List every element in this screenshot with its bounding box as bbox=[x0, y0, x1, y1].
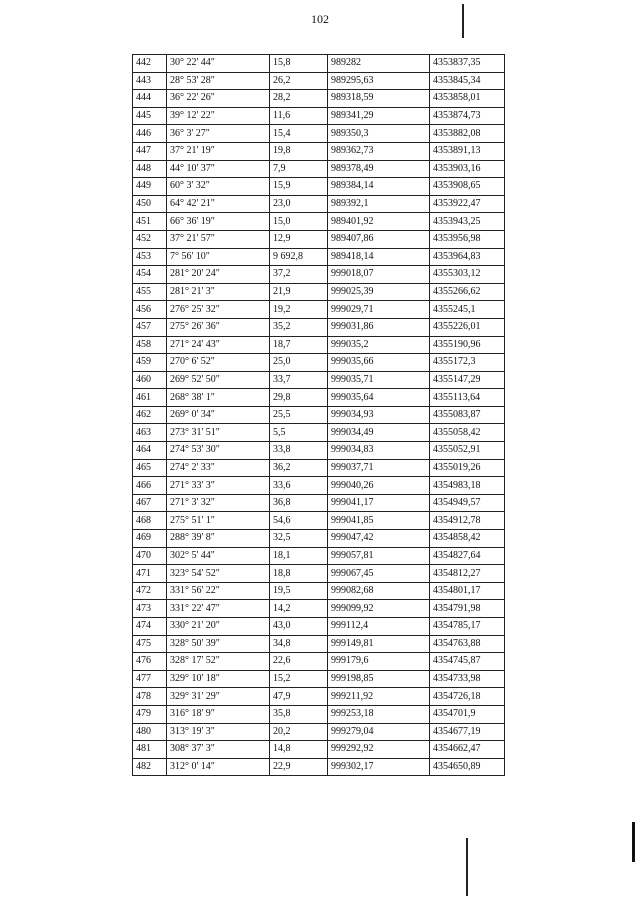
distance-cell: 34,8 bbox=[270, 635, 328, 653]
table-row bbox=[133, 530, 505, 548]
y-coordinate-cell: 4354733,98 bbox=[430, 670, 505, 688]
bearing-cell: 308° 37' 3" bbox=[167, 741, 270, 759]
x-coordinate-cell: 999018,07 bbox=[328, 266, 430, 284]
x-coordinate-cell: 999253,18 bbox=[328, 705, 430, 723]
y-coordinate-cell: 4355245,1 bbox=[430, 301, 505, 319]
distance-cell: 5,5 bbox=[270, 424, 328, 442]
bearing-cell: 39° 12' 22" bbox=[167, 107, 270, 125]
x-coordinate-cell: 989384,14 bbox=[328, 178, 430, 196]
distance-cell: 18,7 bbox=[270, 336, 328, 354]
x-coordinate-cell: 999035,2 bbox=[328, 336, 430, 354]
bearing-cell: 288° 39' 8" bbox=[167, 530, 270, 548]
x-coordinate-cell: 999302,17 bbox=[328, 758, 430, 776]
table-row bbox=[133, 142, 505, 160]
distance-cell: 28,2 bbox=[270, 90, 328, 108]
point-number-cell: 479 bbox=[133, 705, 167, 723]
distance-cell: 9 692,8 bbox=[270, 248, 328, 266]
distance-cell: 54,6 bbox=[270, 512, 328, 530]
distance-cell: 25,5 bbox=[270, 406, 328, 424]
bearing-cell: 44° 10' 37" bbox=[167, 160, 270, 178]
x-coordinate-cell: 999025,39 bbox=[328, 283, 430, 301]
point-number-cell: 469 bbox=[133, 530, 167, 548]
table-row bbox=[133, 354, 505, 372]
y-coordinate-cell: 4354677,19 bbox=[430, 723, 505, 741]
table-row bbox=[133, 653, 505, 671]
distance-cell: 18,1 bbox=[270, 547, 328, 565]
table-row bbox=[133, 301, 505, 319]
point-number-cell: 482 bbox=[133, 758, 167, 776]
y-coordinate-cell: 4353845,34 bbox=[430, 72, 505, 90]
bearing-cell: 281° 21' 3" bbox=[167, 283, 270, 301]
bearing-cell: 331° 56' 22" bbox=[167, 582, 270, 600]
table-row bbox=[133, 248, 505, 266]
x-coordinate-cell: 989295,63 bbox=[328, 72, 430, 90]
point-number-cell: 450 bbox=[133, 195, 167, 213]
bearing-cell: 281° 20' 24" bbox=[167, 266, 270, 284]
table-row bbox=[133, 283, 505, 301]
bearing-cell: 273° 31' 51" bbox=[167, 424, 270, 442]
point-number-cell: 464 bbox=[133, 442, 167, 460]
point-number-cell: 448 bbox=[133, 160, 167, 178]
table-row bbox=[133, 512, 505, 530]
bearing-cell: 37° 21' 57" bbox=[167, 230, 270, 248]
x-coordinate-cell: 999292,92 bbox=[328, 741, 430, 759]
point-number-cell: 476 bbox=[133, 653, 167, 671]
bearing-cell: 328° 50' 39" bbox=[167, 635, 270, 653]
distance-cell: 33,8 bbox=[270, 442, 328, 460]
point-number-cell: 463 bbox=[133, 424, 167, 442]
point-number-cell: 480 bbox=[133, 723, 167, 741]
bearing-cell: 331° 22' 47" bbox=[167, 600, 270, 618]
table-row bbox=[133, 318, 505, 336]
distance-cell: 35,2 bbox=[270, 318, 328, 336]
table-row bbox=[133, 758, 505, 776]
bearing-cell: 30° 22' 44" bbox=[167, 55, 270, 73]
x-coordinate-cell: 999034,93 bbox=[328, 406, 430, 424]
y-coordinate-cell: 4353903,16 bbox=[430, 160, 505, 178]
y-coordinate-cell: 4354983,18 bbox=[430, 477, 505, 495]
distance-cell: 18,8 bbox=[270, 565, 328, 583]
y-coordinate-cell: 4355226,01 bbox=[430, 318, 505, 336]
bearing-cell: 66° 36' 19" bbox=[167, 213, 270, 231]
y-coordinate-cell: 4355147,29 bbox=[430, 371, 505, 389]
distance-cell: 15,9 bbox=[270, 178, 328, 196]
point-number-cell: 454 bbox=[133, 266, 167, 284]
distance-cell: 12,9 bbox=[270, 230, 328, 248]
y-coordinate-cell: 4353922,47 bbox=[430, 195, 505, 213]
x-coordinate-cell: 999035,71 bbox=[328, 371, 430, 389]
x-coordinate-cell: 999037,71 bbox=[328, 459, 430, 477]
bearing-cell: 37° 21' 19" bbox=[167, 142, 270, 160]
distance-cell: 15,2 bbox=[270, 670, 328, 688]
y-coordinate-cell: 4354763,88 bbox=[430, 635, 505, 653]
point-number-cell: 457 bbox=[133, 318, 167, 336]
table-row bbox=[133, 336, 505, 354]
bearing-cell: 316° 18' 9" bbox=[167, 705, 270, 723]
y-coordinate-cell: 4353908,65 bbox=[430, 178, 505, 196]
y-coordinate-cell: 4355083,87 bbox=[430, 406, 505, 424]
table-row bbox=[133, 266, 505, 284]
x-coordinate-cell: 989341,29 bbox=[328, 107, 430, 125]
table-row bbox=[133, 442, 505, 460]
coordinates-table-body bbox=[133, 55, 505, 776]
y-coordinate-cell: 4354801,17 bbox=[430, 582, 505, 600]
distance-cell: 19,5 bbox=[270, 582, 328, 600]
table-row bbox=[133, 72, 505, 90]
y-coordinate-cell: 4354726,18 bbox=[430, 688, 505, 706]
y-coordinate-cell: 4353882,08 bbox=[430, 125, 505, 143]
table-row bbox=[133, 424, 505, 442]
point-number-cell: 458 bbox=[133, 336, 167, 354]
x-coordinate-cell: 999112,4 bbox=[328, 618, 430, 636]
y-coordinate-cell: 4355058,42 bbox=[430, 424, 505, 442]
y-coordinate-cell: 4354912,78 bbox=[430, 512, 505, 530]
page-number: 102 bbox=[311, 12, 329, 26]
table-row bbox=[133, 670, 505, 688]
table-row bbox=[133, 107, 505, 125]
y-coordinate-cell: 4355172,3 bbox=[430, 354, 505, 372]
y-coordinate-cell: 4354745,87 bbox=[430, 653, 505, 671]
point-number-cell: 449 bbox=[133, 178, 167, 196]
point-number-cell: 461 bbox=[133, 389, 167, 407]
x-coordinate-cell: 989282 bbox=[328, 55, 430, 73]
scan-artifact-mark bbox=[632, 822, 635, 862]
distance-cell: 19,8 bbox=[270, 142, 328, 160]
distance-cell: 7,9 bbox=[270, 160, 328, 178]
point-number-cell: 472 bbox=[133, 582, 167, 600]
bearing-cell: 28° 53' 28" bbox=[167, 72, 270, 90]
table-row bbox=[133, 230, 505, 248]
table-row bbox=[133, 741, 505, 759]
distance-cell: 15,0 bbox=[270, 213, 328, 231]
table-row bbox=[133, 565, 505, 583]
x-coordinate-cell: 999034,49 bbox=[328, 424, 430, 442]
bearing-cell: 269° 52' 50" bbox=[167, 371, 270, 389]
bearing-cell: 330° 21' 20" bbox=[167, 618, 270, 636]
bearing-cell: 268° 38' 1" bbox=[167, 389, 270, 407]
table-row bbox=[133, 600, 505, 618]
table-row bbox=[133, 547, 505, 565]
bearing-cell: 275° 26' 36" bbox=[167, 318, 270, 336]
bearing-cell: 276° 25' 32" bbox=[167, 301, 270, 319]
y-coordinate-cell: 4355266,62 bbox=[430, 283, 505, 301]
point-number-cell: 471 bbox=[133, 565, 167, 583]
y-coordinate-cell: 4355303,12 bbox=[430, 266, 505, 284]
distance-cell: 11,6 bbox=[270, 107, 328, 125]
x-coordinate-cell: 999211,92 bbox=[328, 688, 430, 706]
point-number-cell: 473 bbox=[133, 600, 167, 618]
bearing-cell: 323° 54' 52" bbox=[167, 565, 270, 583]
point-number-cell: 444 bbox=[133, 90, 167, 108]
point-number-cell: 443 bbox=[133, 72, 167, 90]
y-coordinate-cell: 4355190,96 bbox=[430, 336, 505, 354]
y-coordinate-cell: 4354812,27 bbox=[430, 565, 505, 583]
table-row bbox=[133, 494, 505, 512]
x-coordinate-cell: 999031,86 bbox=[328, 318, 430, 336]
bearing-cell: 313° 19' 3" bbox=[167, 723, 270, 741]
table-row bbox=[133, 477, 505, 495]
x-coordinate-cell: 989350,3 bbox=[328, 125, 430, 143]
point-number-cell: 465 bbox=[133, 459, 167, 477]
bearing-cell: 64° 42' 21" bbox=[167, 195, 270, 213]
x-coordinate-cell: 999035,66 bbox=[328, 354, 430, 372]
y-coordinate-cell: 4353943,25 bbox=[430, 213, 505, 231]
y-coordinate-cell: 4354650,89 bbox=[430, 758, 505, 776]
bearing-cell: 36° 22' 26" bbox=[167, 90, 270, 108]
bearing-cell: 60° 3' 32" bbox=[167, 178, 270, 196]
coordinates-table bbox=[132, 54, 505, 776]
table-row bbox=[133, 125, 505, 143]
x-coordinate-cell: 989392,1 bbox=[328, 195, 430, 213]
table-row bbox=[133, 213, 505, 231]
y-coordinate-cell: 4355019,26 bbox=[430, 459, 505, 477]
x-coordinate-cell: 989401,92 bbox=[328, 213, 430, 231]
distance-cell: 22,6 bbox=[270, 653, 328, 671]
bearing-cell: 271° 33' 3" bbox=[167, 477, 270, 495]
bearing-cell: 270° 6' 52" bbox=[167, 354, 270, 372]
table-row bbox=[133, 582, 505, 600]
point-number-cell: 442 bbox=[133, 55, 167, 73]
x-coordinate-cell: 989407,86 bbox=[328, 230, 430, 248]
point-number-cell: 456 bbox=[133, 301, 167, 319]
bearing-cell: 302° 5' 44" bbox=[167, 547, 270, 565]
distance-cell: 47,9 bbox=[270, 688, 328, 706]
point-number-cell: 460 bbox=[133, 371, 167, 389]
distance-cell: 14,8 bbox=[270, 741, 328, 759]
distance-cell: 21,9 bbox=[270, 283, 328, 301]
point-number-cell: 445 bbox=[133, 107, 167, 125]
point-number-cell: 446 bbox=[133, 125, 167, 143]
distance-cell: 33,6 bbox=[270, 477, 328, 495]
distance-cell: 36,2 bbox=[270, 459, 328, 477]
table-row bbox=[133, 406, 505, 424]
bearing-cell: 274° 53' 30" bbox=[167, 442, 270, 460]
table-row bbox=[133, 195, 505, 213]
y-coordinate-cell: 4353964,83 bbox=[430, 248, 505, 266]
y-coordinate-cell: 4353956,98 bbox=[430, 230, 505, 248]
point-number-cell: 453 bbox=[133, 248, 167, 266]
distance-cell: 29,8 bbox=[270, 389, 328, 407]
x-coordinate-cell: 999067,45 bbox=[328, 565, 430, 583]
distance-cell: 23,0 bbox=[270, 195, 328, 213]
point-number-cell: 452 bbox=[133, 230, 167, 248]
x-coordinate-cell: 999082,68 bbox=[328, 582, 430, 600]
y-coordinate-cell: 4354662,47 bbox=[430, 741, 505, 759]
distance-cell: 35,8 bbox=[270, 705, 328, 723]
table-row bbox=[133, 55, 505, 73]
bearing-cell: 271° 24' 43" bbox=[167, 336, 270, 354]
point-number-cell: 477 bbox=[133, 670, 167, 688]
bearing-cell: 36° 3' 27" bbox=[167, 125, 270, 143]
x-coordinate-cell: 989362,73 bbox=[328, 142, 430, 160]
bearing-cell: 274° 2' 33" bbox=[167, 459, 270, 477]
y-coordinate-cell: 4354949,57 bbox=[430, 494, 505, 512]
x-coordinate-cell: 999149,81 bbox=[328, 635, 430, 653]
y-coordinate-cell: 4354827,64 bbox=[430, 547, 505, 565]
y-coordinate-cell: 4354858,42 bbox=[430, 530, 505, 548]
x-coordinate-cell: 999057,81 bbox=[328, 547, 430, 565]
table-row bbox=[133, 160, 505, 178]
x-coordinate-cell: 999099,92 bbox=[328, 600, 430, 618]
table-row bbox=[133, 618, 505, 636]
distance-cell: 22,9 bbox=[270, 758, 328, 776]
y-coordinate-cell: 4353858,01 bbox=[430, 90, 505, 108]
bearing-cell: 271° 3' 32" bbox=[167, 494, 270, 512]
table-row bbox=[133, 723, 505, 741]
point-number-cell: 470 bbox=[133, 547, 167, 565]
table-row bbox=[133, 635, 505, 653]
y-coordinate-cell: 4355113,64 bbox=[430, 389, 505, 407]
distance-cell: 33,7 bbox=[270, 371, 328, 389]
bearing-cell: 328° 17' 52" bbox=[167, 653, 270, 671]
x-coordinate-cell: 989318,59 bbox=[328, 90, 430, 108]
y-coordinate-cell: 4353891,13 bbox=[430, 142, 505, 160]
table-row bbox=[133, 389, 505, 407]
distance-cell: 14,2 bbox=[270, 600, 328, 618]
bearing-cell: 7° 56' 10" bbox=[167, 248, 270, 266]
x-coordinate-cell: 999029,71 bbox=[328, 301, 430, 319]
x-coordinate-cell: 999035,64 bbox=[328, 389, 430, 407]
bearing-cell: 269° 0' 34" bbox=[167, 406, 270, 424]
point-number-cell: 475 bbox=[133, 635, 167, 653]
distance-cell: 26,2 bbox=[270, 72, 328, 90]
x-coordinate-cell: 999279,04 bbox=[328, 723, 430, 741]
x-coordinate-cell: 989418,14 bbox=[328, 248, 430, 266]
x-coordinate-cell: 999047,42 bbox=[328, 530, 430, 548]
table-row bbox=[133, 459, 505, 477]
x-coordinate-cell: 999041,17 bbox=[328, 494, 430, 512]
y-coordinate-cell: 4353874,73 bbox=[430, 107, 505, 125]
point-number-cell: 466 bbox=[133, 477, 167, 495]
x-coordinate-cell: 999198,85 bbox=[328, 670, 430, 688]
point-number-cell: 462 bbox=[133, 406, 167, 424]
distance-cell: 20,2 bbox=[270, 723, 328, 741]
distance-cell: 25,0 bbox=[270, 354, 328, 372]
table-row bbox=[133, 688, 505, 706]
bearing-cell: 312° 0' 14" bbox=[167, 758, 270, 776]
y-coordinate-cell: 4354791,98 bbox=[430, 600, 505, 618]
y-coordinate-cell: 4354785,17 bbox=[430, 618, 505, 636]
point-number-cell: 478 bbox=[133, 688, 167, 706]
y-coordinate-cell: 4354701,9 bbox=[430, 705, 505, 723]
x-coordinate-cell: 999034,83 bbox=[328, 442, 430, 460]
x-coordinate-cell: 999041,85 bbox=[328, 512, 430, 530]
distance-cell: 15,8 bbox=[270, 55, 328, 73]
scan-artifact-mark bbox=[462, 4, 464, 38]
bearing-cell: 329° 31' 29" bbox=[167, 688, 270, 706]
point-number-cell: 481 bbox=[133, 741, 167, 759]
point-number-cell: 467 bbox=[133, 494, 167, 512]
point-number-cell: 468 bbox=[133, 512, 167, 530]
x-coordinate-cell: 989378,49 bbox=[328, 160, 430, 178]
table-row bbox=[133, 371, 505, 389]
distance-cell: 37,2 bbox=[270, 266, 328, 284]
table-row bbox=[133, 90, 505, 108]
distance-cell: 15,4 bbox=[270, 125, 328, 143]
table-row bbox=[133, 705, 505, 723]
point-number-cell: 455 bbox=[133, 283, 167, 301]
x-coordinate-cell: 999179,6 bbox=[328, 653, 430, 671]
bearing-cell: 275° 51' 1" bbox=[167, 512, 270, 530]
bearing-cell: 329° 10' 18" bbox=[167, 670, 270, 688]
scan-artifact-mark bbox=[466, 838, 468, 896]
distance-cell: 32,5 bbox=[270, 530, 328, 548]
point-number-cell: 474 bbox=[133, 618, 167, 636]
distance-cell: 36,8 bbox=[270, 494, 328, 512]
distance-cell: 43,0 bbox=[270, 618, 328, 636]
y-coordinate-cell: 4355052,91 bbox=[430, 442, 505, 460]
point-number-cell: 459 bbox=[133, 354, 167, 372]
point-number-cell: 451 bbox=[133, 213, 167, 231]
distance-cell: 19,2 bbox=[270, 301, 328, 319]
y-coordinate-cell: 4353837,35 bbox=[430, 55, 505, 73]
point-number-cell: 447 bbox=[133, 142, 167, 160]
x-coordinate-cell: 999040,26 bbox=[328, 477, 430, 495]
table-row bbox=[133, 178, 505, 196]
